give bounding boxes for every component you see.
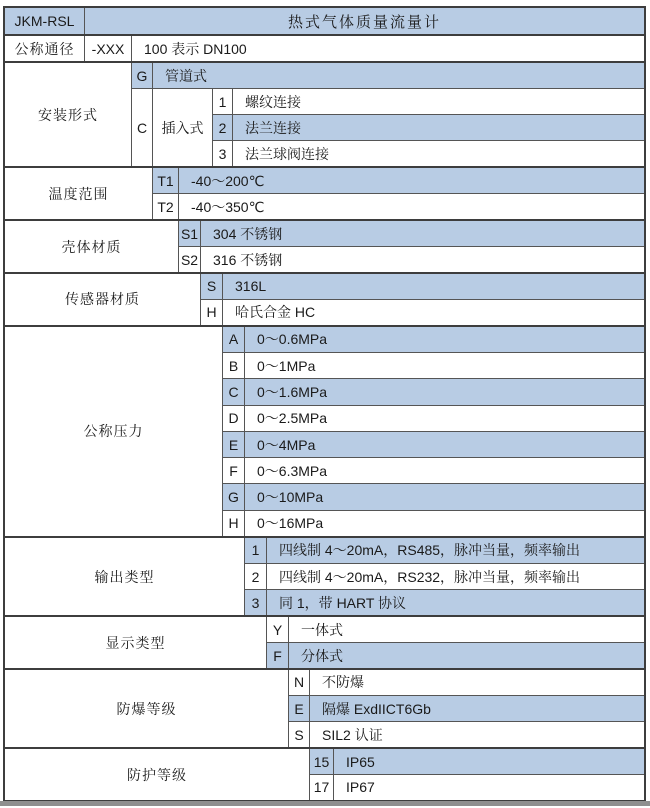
option-code: C <box>132 89 153 166</box>
pressure-option-row <box>223 378 644 404</box>
option-value: 一体式 <box>301 621 343 638</box>
option-value: IP65 <box>346 753 375 770</box>
section-label-protection: 防护等级 <box>5 749 310 800</box>
display-option-row <box>267 617 644 642</box>
diameter-code: -XXX <box>85 36 132 60</box>
section-label-install: 安装形式 <box>5 63 132 167</box>
insert-type-label: 插入式 <box>153 89 213 166</box>
install-insert-group <box>132 88 644 166</box>
housing-option-row <box>179 221 644 246</box>
section-protection <box>5 747 644 800</box>
option-value: 法兰连接 <box>245 119 301 136</box>
insert-option-row <box>213 140 644 166</box>
option-code: 2 <box>245 564 267 589</box>
option-code: 3 <box>213 141 233 166</box>
option-code: S2 <box>179 247 201 272</box>
option-value: 316 不锈钢 <box>213 251 283 268</box>
option-value: -40～350℃ <box>191 198 265 215</box>
section-label-housing: 壳体材质 <box>5 221 179 272</box>
section-sensor <box>5 272 644 325</box>
insert-option-row <box>213 89 644 114</box>
option-code: N <box>289 670 310 695</box>
section-pressure <box>5 325 644 536</box>
model-selection-table <box>3 6 646 802</box>
insert-option-row <box>213 114 644 140</box>
pressure-option-row <box>223 431 644 457</box>
section-label-output: 输出类型 <box>5 538 245 615</box>
option-value: SIL2 认证 <box>322 726 383 743</box>
pressure-option-row <box>223 457 644 483</box>
section-label-explosion: 防爆等级 <box>5 670 289 747</box>
option-code: 17 <box>310 775 334 800</box>
option-value: 不防爆 <box>322 674 364 691</box>
temperature-option-row <box>153 168 644 193</box>
option-value: 0～0.6MPa <box>257 331 328 348</box>
option-code: 3 <box>245 590 267 615</box>
install-pipe-row <box>132 63 644 89</box>
option-value: 法兰球阀连接 <box>245 145 329 162</box>
option-value: 316L <box>235 278 267 295</box>
option-code: E <box>223 432 245 457</box>
output-option-row <box>245 589 644 615</box>
option-value: 0～4MPa <box>257 436 316 453</box>
page-title: 热式气体质量流量计 <box>287 13 441 31</box>
option-code: G <box>132 63 153 89</box>
option-value: 同 1，带 HART 协议 <box>279 594 407 611</box>
option-value: 分体式 <box>301 647 343 664</box>
option-code: H <box>223 511 245 536</box>
option-code: S <box>289 722 310 747</box>
section-temperature <box>5 166 644 219</box>
section-label-display: 显示类型 <box>5 617 267 668</box>
explosion-option-row <box>289 695 644 721</box>
option-value: 0～1MPa <box>257 357 316 374</box>
option-code: C <box>223 379 245 404</box>
option-value: IP67 <box>346 779 375 796</box>
pressure-option-row <box>223 352 644 378</box>
section-label-diameter: 公称通径 <box>5 36 85 60</box>
section-housing <box>5 219 644 272</box>
section-output <box>5 536 644 615</box>
explosion-option-row <box>289 721 644 747</box>
option-value: 0～2.5MPa <box>257 410 328 427</box>
pressure-option-row <box>223 510 644 536</box>
option-value: 哈氏合金 HC <box>235 304 316 321</box>
explosion-option-row <box>289 670 644 695</box>
option-code: F <box>267 643 289 668</box>
horizontal-scrollbar[interactable] <box>0 801 650 806</box>
section-install <box>5 61 644 167</box>
option-code: Y <box>267 617 289 642</box>
housing-option-row <box>179 246 644 272</box>
option-code: T1 <box>153 168 179 193</box>
option-value: 螺纹连接 <box>245 93 301 110</box>
option-code: A <box>223 327 245 352</box>
output-option-row <box>245 538 644 563</box>
section-label-sensor: 传感器材质 <box>5 274 201 325</box>
protection-option-row <box>310 749 644 774</box>
option-value: 管道式 <box>165 67 207 84</box>
option-code: B <box>223 353 245 378</box>
output-option-row <box>245 563 644 589</box>
option-code: S1 <box>179 221 201 246</box>
display-option-row <box>267 642 644 668</box>
pressure-option-row <box>223 405 644 431</box>
option-code: 1 <box>213 89 233 114</box>
sensor-option-row <box>201 274 644 299</box>
option-value: -40～200℃ <box>191 172 265 189</box>
option-value: 隔爆 ExdIICT6Gb <box>322 700 431 717</box>
table-header-row <box>5 8 644 34</box>
section-label-pressure: 公称压力 <box>5 327 223 536</box>
option-code: F <box>223 458 245 483</box>
option-code: T2 <box>153 194 179 219</box>
sensor-option-row <box>201 299 644 325</box>
protection-option-row <box>310 774 644 800</box>
section-label-temperature: 温度范围 <box>5 168 153 219</box>
diameter-value: 100 表示 DN100 <box>144 40 247 57</box>
option-code: 2 <box>213 115 233 140</box>
option-code: E <box>289 696 310 721</box>
section-display <box>5 615 644 668</box>
model-code: JKM-RSL <box>5 8 85 34</box>
option-code: S <box>201 274 223 299</box>
section-diameter <box>5 34 644 60</box>
option-code: 1 <box>245 538 267 563</box>
option-code: H <box>201 300 223 325</box>
pressure-option-row <box>223 483 644 509</box>
temperature-option-row <box>153 193 644 219</box>
option-code: 15 <box>310 749 334 774</box>
option-value: 0～6.3MPa <box>257 462 328 479</box>
option-value: 0～1.6MPa <box>257 383 328 400</box>
pressure-option-row <box>223 327 644 352</box>
option-value: 304 不锈钢 <box>213 225 283 242</box>
option-value: 0～10MPa <box>257 489 324 506</box>
option-value: 四线制 4～20mA，RS232，脉冲当量，频率输出 <box>279 568 581 585</box>
section-explosion <box>5 668 644 747</box>
option-value: 四线制 4～20mA，RS485，脉冲当量，频率输出 <box>279 542 581 559</box>
option-code: D <box>223 406 245 431</box>
option-code: G <box>223 484 245 509</box>
option-value: 0～16MPa <box>257 515 324 532</box>
